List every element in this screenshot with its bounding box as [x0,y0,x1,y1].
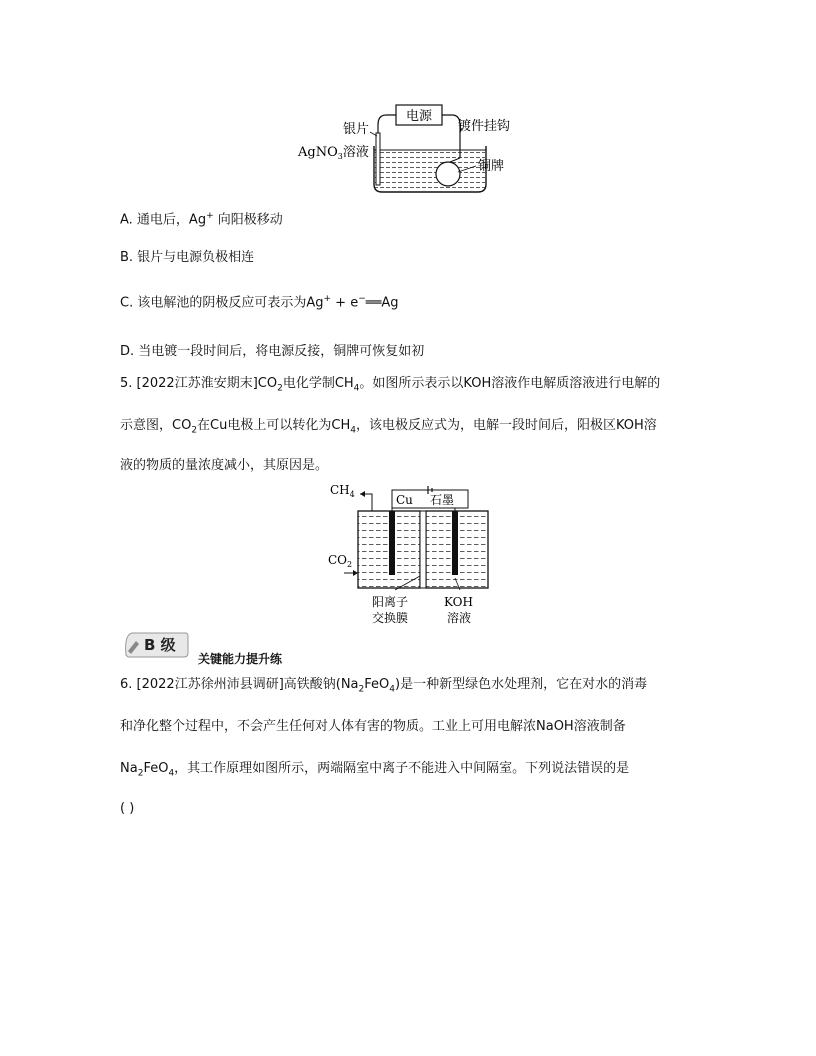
co2-label: $CO_2$ [328,553,353,569]
level-b-badge [122,629,190,659]
q5-line-1: 5. [2022江苏淮安期末]$CO_2$电化学制$CH_4$。如图所示表示以KOH溶液作电解质溶液进行电解的 [120,376,661,394]
copper-plate [436,162,460,186]
option-d: D. 当电镀一段时间后，将电源反接，铜牌可恢复如初 [120,344,425,359]
section-title: 关键能力提升练 [198,652,283,666]
solution-label: AgNO$_3$溶液 [298,145,369,161]
solution [375,150,485,191]
electrolysis-figure [320,478,500,630]
q6-line-1: 6. [2022江苏徐州沛县调研]高铁酸钠$(Na_2FeO_4)$是一种新型绿色水处理剂，它在对水的消毒 [120,677,648,695]
q6-answer-blank: ( ) [120,801,135,816]
graphite-label: 石墨 [430,493,455,507]
cu-electrode [389,511,395,575]
q5-line-2: 示意图，$CO_2$在Cu电极上可以转化为$CH_4$，该电极反应式为，电解一段时间后，阳极区KOH溶 [120,418,657,436]
badge-label: B 级 [144,636,176,654]
left-wire [378,115,396,135]
membrane-label-2: 交换膜 [372,611,409,625]
graphite-electrode [452,511,458,575]
power-label: 电源 [405,109,433,124]
q6-line-3: $Na_2FeO_4$，其工作原理如图所示，两端隔室中离子不能进入中间隔室。下列说法错误的是 [120,761,630,779]
cu-label: Cu [396,493,413,507]
electroplating-figure [290,100,530,200]
ch4-label: $CH_4$ [330,483,355,499]
plate-label: 铜牌 [478,159,505,174]
q5-line-3: 液的物质的量浓度减小，其原因是。 [120,458,329,473]
silver-label: 银片 [343,122,370,137]
koh-label-1: KOH [444,595,473,609]
option-b: B. 银片与电源负极相连 [120,250,255,265]
option-c: C. 该电解池的阴极反应可表示为Ag+ + e−══Ag [120,294,399,311]
membrane-label-1: 阳离子 [372,595,409,609]
silver-plate [376,133,380,185]
koh-label-2: 溶液 [447,611,472,625]
q6-line-2: 和净化整个过程中，不会产生任何对人体有害的物质。工业上可用电解浓NaOH溶液制备 [120,719,626,734]
exchange-membrane [420,511,426,588]
hook-label: 镀件挂钩 [458,119,511,134]
option-a: A. 通电后，Ag+ 向阳极移动 [120,211,283,228]
ch4-outlet [360,494,372,511]
